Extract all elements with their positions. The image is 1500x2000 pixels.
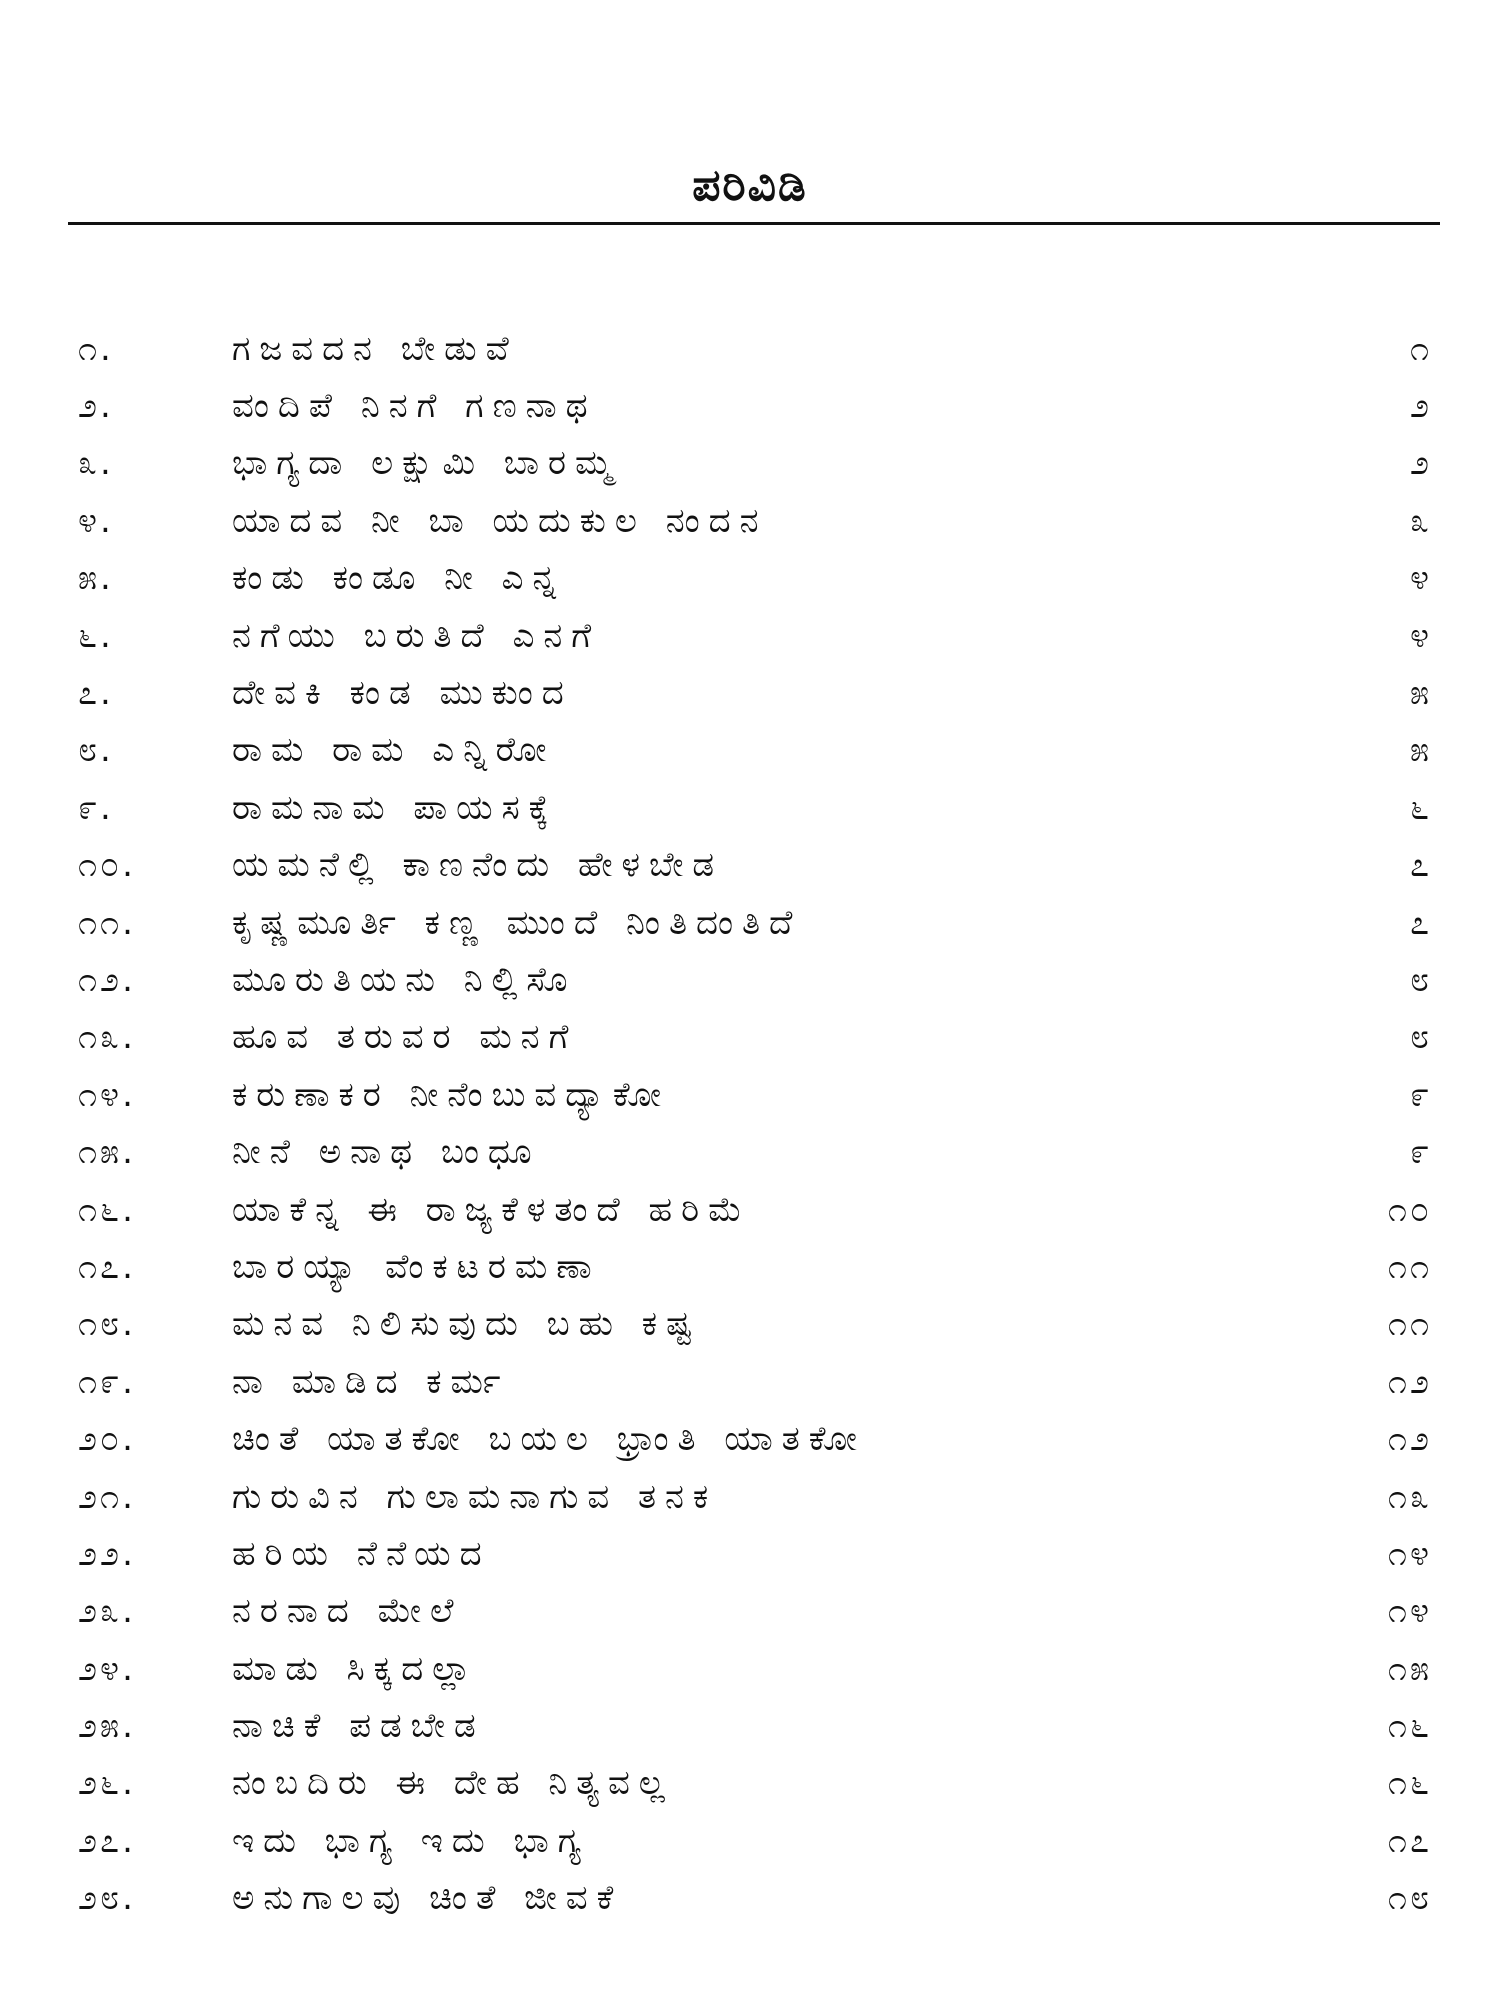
entry-page-number: ೫ (1409, 673, 1432, 714)
entry-title: ಬಾರಯ್ಯಾ ವೆಂಕಟರಮಣಾ (232, 1246, 601, 1287)
toc-entry (0, 1123, 1500, 1180)
entry-number: ೧೫. (78, 1132, 136, 1173)
toc-entry (0, 1238, 1500, 1295)
entry-number: ೫. (78, 558, 114, 599)
entry-page-number: ೧೪ (1387, 1591, 1432, 1632)
toc-entry (0, 492, 1500, 549)
toc-entry (0, 320, 1500, 377)
entry-title: ಗಜವದನ ಬೇಡುವೆ (232, 328, 518, 369)
entry-number: ೧೮. (78, 1304, 136, 1345)
entry-title: ನಾಚಿಕೆ ಪಡಬೇಡ (232, 1706, 485, 1747)
toc-entry (0, 1870, 1500, 1927)
toc-entry (0, 435, 1500, 492)
entry-number: ೧೧. (78, 902, 136, 943)
entry-page-number: ೨ (1409, 443, 1432, 484)
entry-number: ೨. (78, 386, 114, 427)
entry-title: ಭಾಗ್ಯದಾ ಲಕ್ಷುಮಿ ಬಾರಮ್ಮ (232, 443, 621, 484)
entry-title: ಅನುಗಾಲವು ಚಿಂತೆ ಜೀವಕೆ (232, 1878, 623, 1919)
entry-title: ನೀನೆ ಅನಾಥ ಬಂಧೂ (232, 1132, 541, 1173)
entry-number: ೧೨. (78, 959, 136, 1000)
entry-title: ಚಿಂತೆ ಯಾತಕೋ ಬಯಲ ಭ್ರಾಂತಿ ಯಾತಕೋ (232, 1419, 866, 1460)
entry-title: ಮನವ ನಿಲಿಸುವುದು ಬಹು ಕಷ್ಟ (232, 1304, 701, 1345)
title-divider (68, 222, 1440, 225)
table-of-contents (0, 320, 1500, 1927)
entry-page-number: ೮ (1409, 1017, 1432, 1058)
entry-number: ೭. (78, 673, 114, 714)
entry-number: ೪. (78, 500, 114, 541)
toc-entry (0, 1755, 1500, 1812)
entry-title: ರಾಮ ರಾಮ ಎನ್ನಿರೋ (232, 730, 556, 771)
entry-number: ೨೭. (78, 1820, 136, 1861)
entry-title: ಯಾದವ ನೀ ಬಾ ಯದುಕುಲ ನಂದನ (232, 500, 768, 541)
entry-page-number: ೧೨ (1387, 1419, 1432, 1460)
entry-page-number: ೧೧ (1387, 1246, 1432, 1287)
entry-page-number: ೮ (1409, 959, 1432, 1000)
entry-page-number: ೧೩ (1387, 1476, 1432, 1517)
toc-entry (0, 550, 1500, 607)
entry-page-number: ೧೮ (1387, 1878, 1432, 1919)
entry-number: ೧೭. (78, 1246, 136, 1287)
entry-title: ಯಮನೆಲ್ಲಿ ಕಾಣನೆಂದು ಹೇಳಬೇಡ (232, 845, 724, 886)
toc-entry (0, 1812, 1500, 1869)
entry-number: ೧೪. (78, 1074, 136, 1115)
entry-page-number: ೪ (1409, 615, 1432, 656)
toc-entry (0, 1353, 1500, 1410)
entry-number: ೨೬. (78, 1763, 136, 1804)
entry-title: ಹೂವ ತರುವರ ಮನಗೆ (232, 1017, 578, 1058)
entry-title: ಕಂಡು ಕಂಡೂ ನೀ ಎನ್ನ (232, 558, 565, 599)
entry-number: ೨೪. (78, 1648, 136, 1689)
toc-entry (0, 779, 1500, 836)
entry-number: ೧೩. (78, 1017, 136, 1058)
entry-page-number: ೧೧ (1387, 1304, 1432, 1345)
entry-number: ೧೬. (78, 1189, 136, 1230)
toc-entry (0, 377, 1500, 434)
entry-page-number: ೨ (1409, 386, 1432, 427)
toc-entry (0, 951, 1500, 1008)
toc-entry (0, 1410, 1500, 1467)
entry-page-number: ೫ (1409, 730, 1432, 771)
entry-number: ೯. (78, 787, 114, 828)
entry-number: ೨೫. (78, 1706, 136, 1747)
entry-title: ನಾ ಮಾಡಿದ ಕರ್ಮ (232, 1361, 510, 1402)
entry-number: ೧೦. (78, 845, 136, 886)
toc-entry (0, 1296, 1500, 1353)
toc-entry (0, 894, 1500, 951)
toc-entry (0, 1181, 1500, 1238)
toc-entry (0, 1525, 1500, 1582)
entry-number: ೧೯. (78, 1361, 136, 1402)
entry-page-number: ೧೦ (1387, 1189, 1432, 1230)
entry-title: ಮಾಡು ಸಿಕ್ಕದಲ್ಲಾ (232, 1648, 480, 1689)
toc-entry (0, 837, 1500, 894)
entry-number: ೨೦. (78, 1419, 136, 1460)
entry-number: ೨೧. (78, 1476, 136, 1517)
toc-entry (0, 1009, 1500, 1066)
toc-entry (0, 1640, 1500, 1697)
entry-page-number: ೩ (1409, 500, 1432, 541)
entry-page-number: ೧ (1409, 328, 1432, 369)
entry-page-number: ೭ (1409, 845, 1432, 886)
entry-title: ಗುರುವಿನ ಗುಲಾಮನಾಗುವ ತನಕ (232, 1476, 718, 1517)
toc-entry (0, 1583, 1500, 1640)
entry-title: ವಂದಿಪೆ ನಿನಗೆ ಗಣನಾಥ (232, 386, 597, 427)
entry-page-number: ೧೪ (1387, 1533, 1432, 1574)
toc-entry (0, 722, 1500, 779)
entry-page-number: ೧೨ (1387, 1361, 1432, 1402)
entry-title: ನರನಾದ ಮೇಲೆ (232, 1591, 463, 1632)
entry-page-number: ೧೭ (1387, 1820, 1432, 1861)
entry-title: ಯಾಕೆನ್ನ ಈ ರಾಜ್ಯಕೆಳತಂದೆ ಹರಿಮೆ (232, 1189, 751, 1230)
entry-number: ೧. (78, 328, 114, 369)
toc-entry (0, 1468, 1500, 1525)
entry-title: ಇದು ಭಾಗ್ಯ ಇದು ಭಾಗ್ಯ (232, 1820, 590, 1861)
entry-title: ರಾಮನಾಮ ಪಾಯಸಕ್ಕೆ (232, 787, 558, 828)
entry-number: ೬. (78, 615, 114, 656)
entry-number: ೨೩. (78, 1591, 136, 1632)
entry-title: ದೇವಕಿ ಕಂಡ ಮುಕುಂದ (232, 673, 573, 714)
entry-page-number: ೪ (1409, 558, 1432, 599)
toc-entry (0, 1697, 1500, 1754)
entry-page-number: ೯ (1409, 1132, 1432, 1173)
entry-number: ೩. (78, 443, 114, 484)
entry-page-number: ೭ (1409, 902, 1432, 943)
entry-number: ೨೮. (78, 1878, 136, 1919)
toc-entry (0, 664, 1500, 721)
entry-title: ಕರುಣಾಕರ ನೀನೆಂಬುವದ್ಯಾಕೋ (232, 1074, 671, 1115)
entry-page-number: ೧೫ (1387, 1648, 1432, 1689)
toc-entry (0, 607, 1500, 664)
entry-number: ೮. (78, 730, 114, 771)
page-title: ಪರಿವಿಡಿ (692, 160, 808, 211)
entry-title: ನಂಬದಿರು ಈ ದೇಹ ನಿತ್ಯವಲ್ಲ (232, 1763, 674, 1804)
toc-entry (0, 1066, 1500, 1123)
entry-page-number: ೧೬ (1387, 1763, 1432, 1804)
entry-page-number: ೬ (1409, 787, 1432, 828)
entry-title: ಕೃಷ್ಣಮೂರ್ತಿ ಕಣ್ಣ ಮುಂದೆ ನಿಂತಿದಂತಿದೆ (232, 902, 802, 943)
entry-title: ನಗೆಯು ಬರುತಿದೆ ಎನಗೆ (232, 615, 601, 656)
entry-page-number: ೧೬ (1387, 1706, 1432, 1747)
entry-title: ಹರಿಯ ನೆನೆಯದ (232, 1533, 491, 1574)
entry-page-number: ೯ (1409, 1074, 1432, 1115)
entry-title: ಮೂರುತಿಯನು ನಿಲ್ಲಿಸೊ (232, 959, 577, 1000)
entry-number: ೨೨. (78, 1533, 136, 1574)
